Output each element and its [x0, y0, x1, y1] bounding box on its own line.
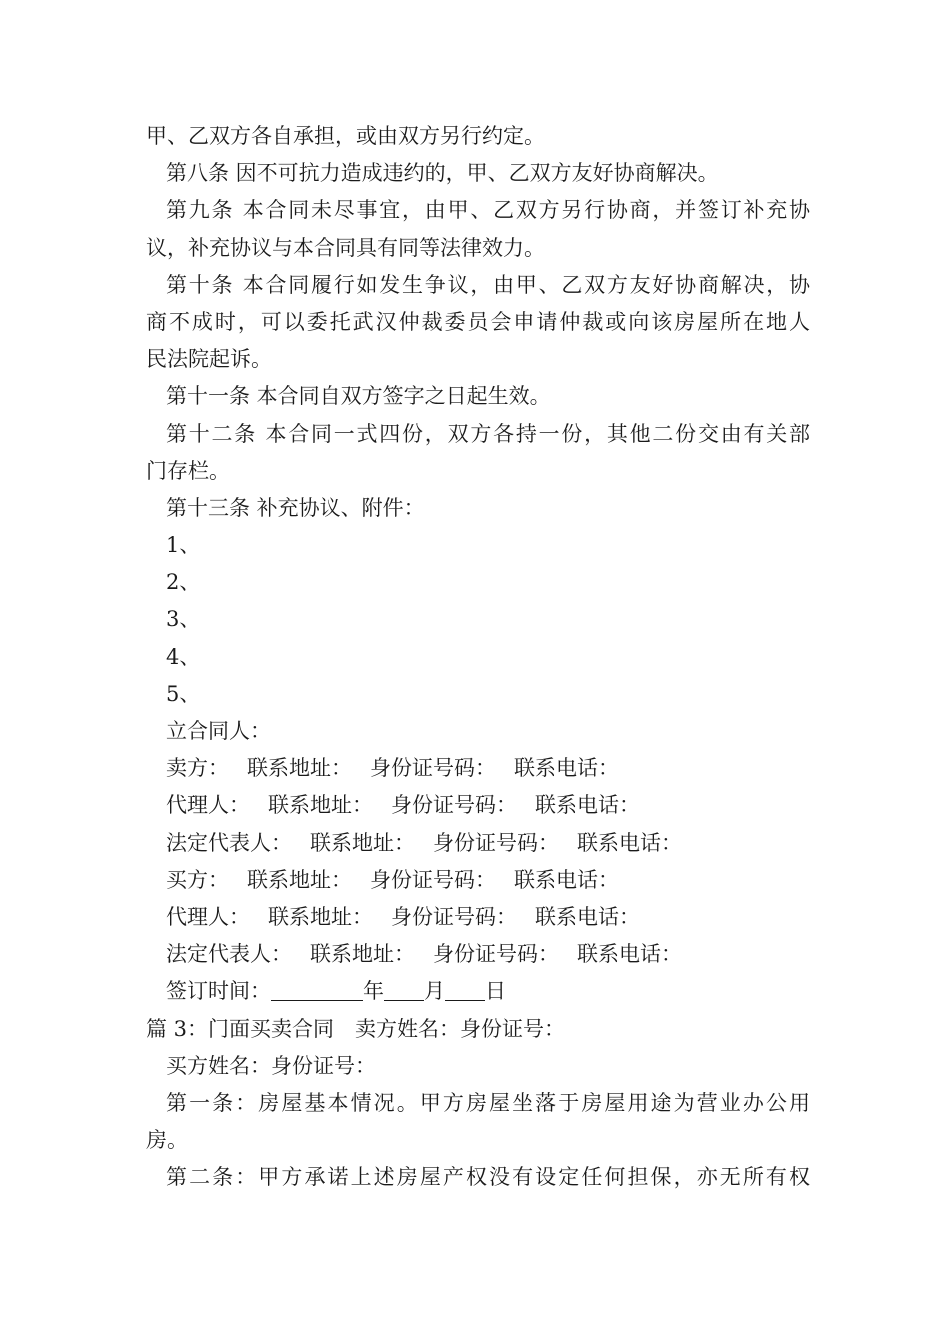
party-field-label: 身份证号码： — [370, 756, 496, 781]
party-row — [146, 825, 810, 862]
text-line: 商不成时，可以委托武汉仲裁委员会申请仲裁或向该房屋所在地人 — [146, 309, 810, 334]
party-field-label: 联系地址： — [247, 867, 352, 892]
party-field-label: 法定代表人： — [166, 830, 292, 855]
text-line: 第八条 因不可抗力造成违约的，甲、乙双方友好协商解决。 — [166, 161, 719, 186]
party-field-label: 买方： — [166, 867, 229, 892]
party-field-label: 联系地址： — [268, 793, 373, 818]
party-field-label: 身份证号码： — [391, 793, 517, 818]
text-line: 第九条 本合同未尽事宜，由甲、乙双方另行协商，并签订补充协 — [166, 198, 810, 223]
text-line: 立合同人： — [166, 719, 271, 743]
text-line: 议，补充协议与本合同具有同等法律效力。 — [146, 235, 545, 260]
text-line: 第十二条 本合同一式四份，双方各持一份，其他二份交由有关部 — [166, 421, 810, 446]
party-field-label: 联系地址： — [268, 904, 373, 929]
party-field-label: 联系地址： — [247, 756, 352, 781]
text-line: 第一条：房屋基本情况。甲方房屋坐落于房屋用途为营业办公用 — [166, 1090, 810, 1115]
party-field-label: 身份证号码： — [433, 830, 559, 855]
party-field-label: 身份证号码： — [391, 904, 517, 929]
text-line: 甲、乙双方各自承担，或由双方另行约定。 — [146, 124, 545, 148]
party-row — [146, 936, 810, 973]
month-blank[interactable] — [384, 980, 424, 1001]
party-row — [146, 862, 810, 899]
party-row — [146, 899, 810, 936]
text-line: 房。 — [146, 1128, 188, 1153]
sign-date-label: 签订时间： — [166, 979, 271, 1004]
year-label: 年 — [363, 979, 384, 1004]
text-line: 1、 — [166, 533, 201, 558]
text-line: 4、 — [166, 644, 201, 669]
day-blank[interactable] — [445, 980, 485, 1001]
party-row — [146, 750, 810, 787]
party-field-label: 联系电话： — [514, 867, 619, 892]
text-line: 民法院起诉。 — [146, 347, 272, 372]
party-field-label: 联系电话： — [535, 793, 640, 818]
year-blank[interactable] — [271, 980, 363, 1001]
text-line: 5、 — [166, 681, 201, 706]
party-field-label: 联系电话： — [535, 904, 640, 929]
party-field-label: 联系电话： — [577, 942, 682, 967]
party-field-label: 联系地址： — [310, 942, 415, 967]
party-field-label: 身份证号码： — [370, 867, 496, 892]
month-label: 月 — [424, 979, 445, 1004]
party-row — [146, 787, 810, 824]
party-field-label: 联系电话： — [577, 830, 682, 855]
text-line: 第十条 本合同履行如发生争议，由甲、乙双方友好协商解决，协 — [166, 272, 810, 297]
text-line: 门存栏。 — [146, 458, 230, 483]
day-label: 日 — [485, 979, 506, 1004]
text-line: 买方姓名：身份证号： — [166, 1053, 376, 1078]
party-field-label: 卖方： — [166, 756, 229, 781]
document-body — [146, 118, 810, 1196]
text-line: 篇 3：门面买卖合同 卖方姓名：身份证号： — [146, 1016, 566, 1041]
contract-clauses — [146, 118, 810, 750]
text-line: 第十一条 本合同自双方签字之日起生效。 — [166, 384, 551, 409]
party-field-label: 代理人： — [166, 904, 250, 929]
party-field-label: 身份证号码： — [433, 942, 559, 967]
next-contract-section — [146, 1011, 810, 1197]
sign-date-line — [146, 973, 810, 1010]
signatory-table — [146, 750, 810, 973]
party-field-label: 代理人： — [166, 793, 250, 818]
text-line: 3、 — [166, 607, 201, 632]
text-line: 第二条：甲方承诺上述房屋产权没有设定任何担保，亦无所有权 — [166, 1165, 810, 1190]
party-field-label: 联系地址： — [310, 830, 415, 855]
party-field-label: 法定代表人： — [166, 942, 292, 967]
party-field-label: 联系电话： — [514, 756, 619, 781]
text-line: 2、 — [166, 570, 201, 595]
text-line: 第十三条 补充协议、附件： — [166, 495, 425, 520]
